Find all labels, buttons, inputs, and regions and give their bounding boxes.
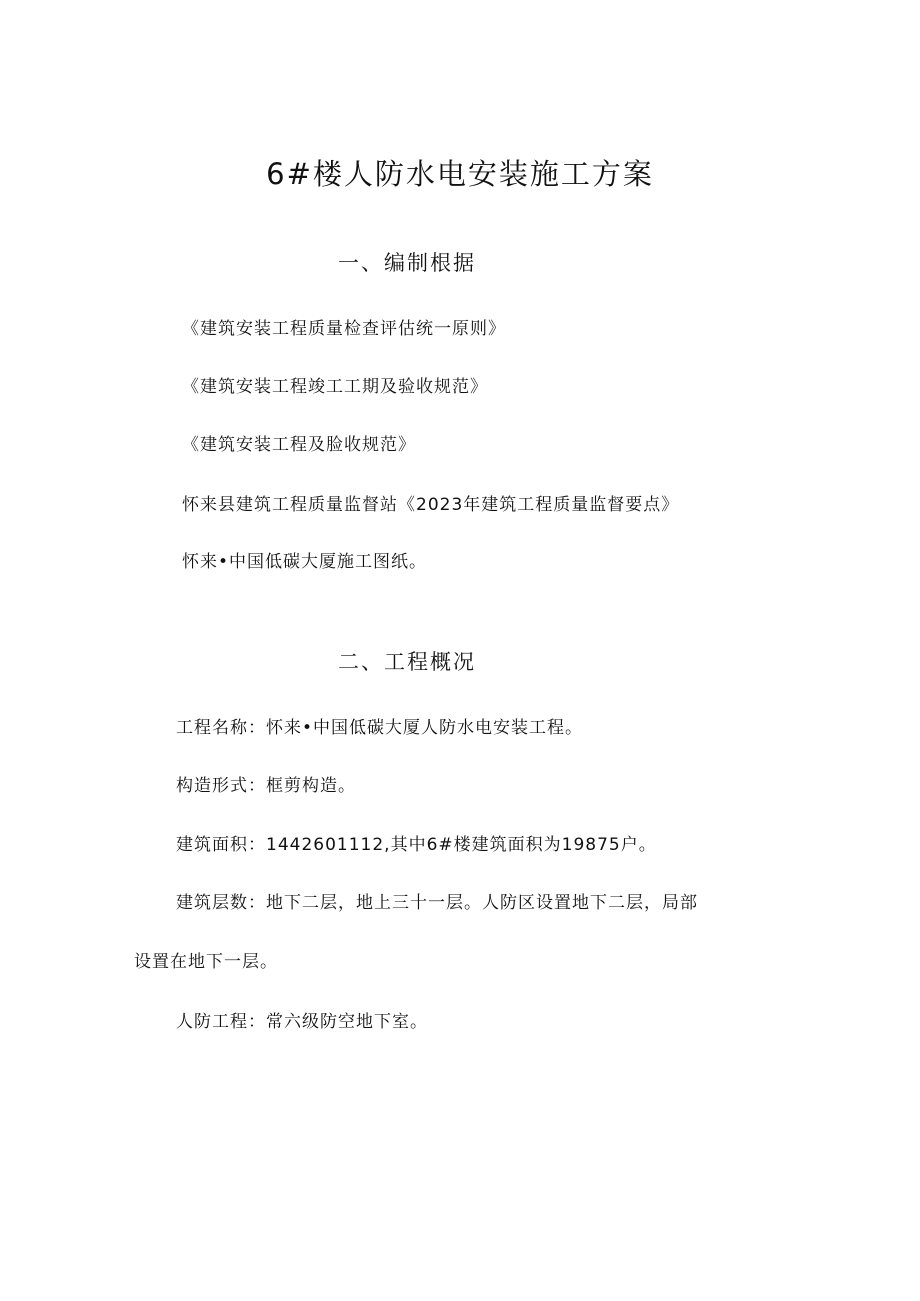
overview-civil-defense: 人防工程：常六级防空地下室。 bbox=[176, 1012, 428, 1032]
section-heading-overview: 二、工程概况 bbox=[338, 650, 476, 674]
document-title: 6#楼人防水电安装施工方案 bbox=[266, 157, 654, 191]
reference-item: 怀来•中国低碳大厦施工图纸。 bbox=[182, 552, 428, 572]
section-heading-basis: 一、编制根据 bbox=[338, 251, 476, 275]
overview-floor-count-continued: 设置在地下一层。 bbox=[134, 952, 278, 972]
reference-item: 《建筑安装工程质量检查评估统一原则》 bbox=[182, 319, 506, 339]
overview-floor-count: 建筑层数：地下二层，地上三十一层。人防区设置地下二层，局部 bbox=[176, 893, 698, 913]
reference-item: 怀来县建筑工程质量监督站《2023年建筑工程质量监督要点》 bbox=[182, 495, 680, 515]
overview-structure-type: 构造形式：框剪构造。 bbox=[176, 776, 356, 796]
overview-building-area: 建筑面积：1442601112,其中6#楼建筑面积为19875户。 bbox=[176, 835, 657, 855]
reference-item: 《建筑安装工程及脸收规范》 bbox=[182, 435, 416, 455]
reference-item: 《建筑安装工程竣工工期及验收规范》 bbox=[182, 377, 488, 397]
overview-project-name: 工程名称：怀来•中国低碳大厦人防水电安装工程。 bbox=[176, 718, 584, 738]
